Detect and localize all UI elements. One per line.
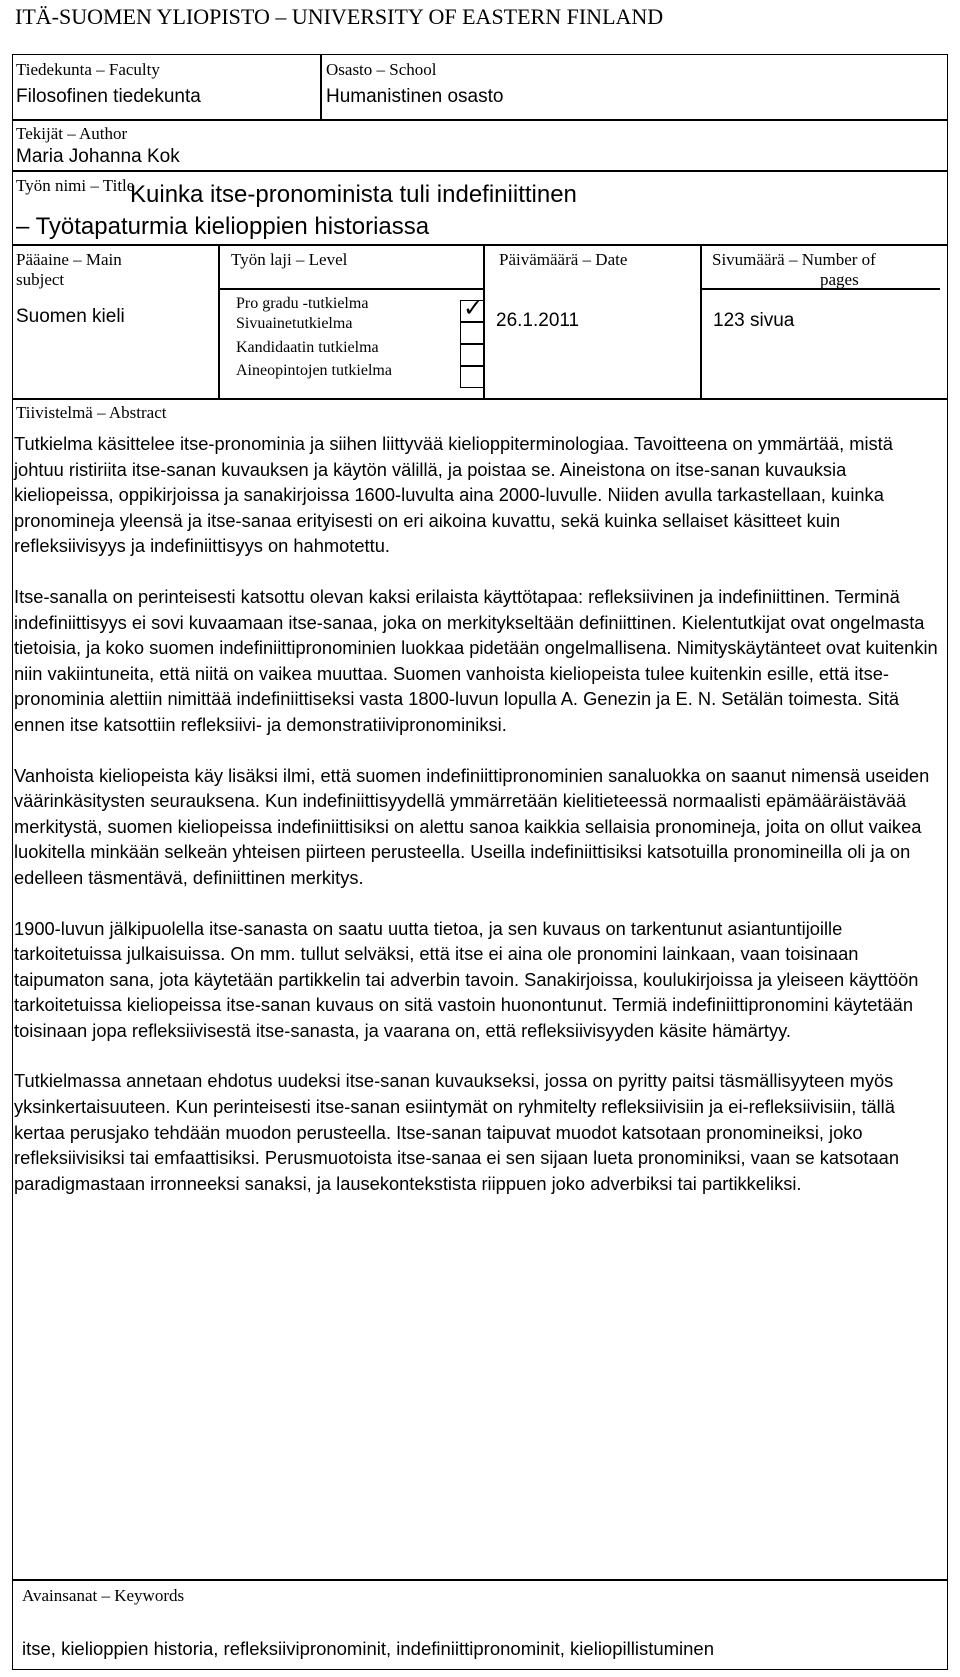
divider-faculty-author <box>12 119 948 121</box>
school-value: Humanistinen osasto <box>326 86 504 107</box>
date-label: Päivämäärä – Date <box>499 250 628 269</box>
level-option-kandidaatin: Kandidaatin tutkielma <box>236 339 379 356</box>
checkbox-kandidaatin[interactable] <box>460 344 484 366</box>
divider-date-pages <box>700 244 702 398</box>
divider-info-labels <box>218 288 483 290</box>
level-label: Työn laji – Level <box>231 250 348 269</box>
divider-subject-level <box>218 244 220 398</box>
date-value: 26.1.2011 <box>496 310 580 331</box>
subject-label-line1: Pääaine – Main <box>16 250 122 269</box>
divider-faculty-school <box>320 54 322 119</box>
author-value: Maria Johanna Kok <box>16 146 180 167</box>
level-option-pro-gradu: Pro gradu -tutkielma <box>236 295 369 312</box>
thesis-title-line1: Kuinka itse-pronominista tuli indefiniittinen <box>130 181 577 208</box>
pages-value: 123 sivua <box>713 310 795 331</box>
abstract-paragraph: Tutkielmassa annetaan ehdotus uudeksi itse-sanan kuvaukseksi, jossa on pyritty paitsi täsmällisyyteen myös yksinkertaisuuteen. Kun perinteisesti itse-sanan esiintymät on ryhmitelty refleksiivisiin ja ei-refleksiivisiin, tällä kertaa perusjako tehdään muodon perusteella. Itse-sanan taipuvat muodot katsotaan pronomineiksi, joko refleksiivisiksi tai emfaattisiksi. Perusmuotoista itse-sanaa ei sen sijaan lueta pronominiksi, vaan se katsotaan paradigmastaan irronneeksi sanaksi, ja lausekontekstista riippuen joko adverbiksi tai partikkeliksi. <box>14 1070 900 1194</box>
divider-info-abstract <box>12 398 948 400</box>
level-option-sivuainetutkielma: Sivuainetutkielma <box>236 315 353 332</box>
faculty-label: Tiedekunta – Faculty <box>16 60 160 79</box>
check-mark-icon: ✓ <box>463 294 484 322</box>
abstract-paragraph: 1900-luvun jälkipuolella itse-sanasta on saatu uutta tietoa, ja sen kuvaus on tarkentunut asiantuntijoille tarkoitetuissa julkaisuissa. On mm. tullut selväksi, että itse ei aina ole pronomini lainkaan, vaan toisinaan taipumaton sana, jota käytetään partikkelin tai adverbin tavoin. Sanakirjoissa, koulukirjoissa ja yleiseen käyttöön tarkoitetuissa kieliopeissa itse-sanan kuvaus on sitä vastoin huonontunut. Termiä indefiniittipronomini käytetään toisinaan jopa refleksiivisestä itse-sanasta, ja vaarana on, että refleksiivisyyden käsite hämärtyy. <box>14 917 919 1041</box>
subject-label-line2: subject <box>16 270 65 289</box>
pages-label-line2: pages <box>820 270 859 289</box>
divider-abstract-keywords <box>12 1579 948 1581</box>
keywords-value: itse, kielioppien historia, refleksiivipronominit, indefiniittipronominit, kieliopillistuminen <box>22 1638 715 1659</box>
author-label: Tekijät – Author <box>16 124 128 143</box>
keywords-label: Avainsanat – Keywords <box>22 1586 185 1605</box>
thesis-title-line2: – Työtapaturmia kielioppien historiassa <box>16 213 430 240</box>
checkbox-pro-gradu[interactable] <box>460 294 484 322</box>
level-options <box>236 294 436 394</box>
faculty-value: Filosofinen tiedekunta <box>16 86 201 107</box>
subject-value: Suomen kieli <box>16 306 125 327</box>
divider-author-title <box>12 170 948 172</box>
abstract-label: Tiivistelmä – Abstract <box>16 403 167 422</box>
pages-label-line1: Sivumäärä – Number of <box>712 250 876 269</box>
checkbox-aineopintojen[interactable] <box>460 366 484 388</box>
level-option-aineopintojen: Aineopintojen tutkielma <box>236 362 392 379</box>
abstract-body <box>14 431 944 1221</box>
university-header: ITÄ-SUOMEN YLIOPISTO – UNIVERSITY OF EASTERN FINLAND <box>15 4 664 29</box>
title-label: Työn nimi – Title <box>16 176 135 195</box>
abstract-paragraph: Vanhoista kieliopeista käy lisäksi ilmi, että suomen indefiniittipronominien sanaluokka on saanut nimensä useiden väärinkäsitysten seurauksena. Kun indefiniittisyydellä ymmärretään kielitieteessä normaalisti epämääräistävää merkitystä, suomen kieliopeissa indefiniittisiksi on alettu sanoa kaikkia sellaisia pronomineja, joita on ollut vaikea luokitella minkään selkeän yhteisen piirteen perusteella. Useilla indefiniittisiksi katsotuilla pronomineilla oli ja on edelleen täsmentävä, definiittinen merkitys. <box>14 764 930 888</box>
checkbox-sivuainetutkielma[interactable] <box>460 322 484 344</box>
abstract-paragraph: Tutkielma käsittelee itse-pronominia ja siihen liittyvää kielioppiterminologiaa. Tavoitteena on ymmärtää, mistä johtuu ristiriita itse-sanan kuvauksen ja käytön välillä, ja poistaa se. Aineistona on itse-sanan kuvauksia kieliopeissa, oppikirjoissa ja sanakirjoissa 1600-luvulta aina 2000-luvulle. Niiden avulla tarkastellaan, kuinka pronomineja yleensä ja itse-sanaa erityisesti on eri aikoina kuvattu, sekä kuinka sellaiset käsitteet kuin refleksiivisyys ja indefiniittisyys on hahmotettu. <box>14 433 893 557</box>
school-label: Osasto – School <box>326 60 437 79</box>
abstract-paragraph: Itse-sanalla on perinteisesti katsottu olevan kaksi erilaista käyttötapaa: refleksiivinen ja indefiniittinen. Terminä indefiniittisyys ei sovi kuvaamaan itse-sanaa, joka on merkitykseltään definiittinen. Kielentutkijat ovat ongelmasta tietoisia, ja koko suomen indefiniittipronominien luokkaa pidetään ongelmallisena. Nimityskäytänteet ovat kuitenkin niin vakiintuneita, että niitä on vaikea muuttaa. Suomen vanhoista kieliopeista tulee kuitenkin esille, että itse-pronominia alettiin nimittää indefiniittiseksi vasta 1800-luvun lopulla A. Genezin ja E. N. Setälän toimesta. Sitä ennen itse katsottiin refleksiivi- ja demonstratiivipronominiksi. <box>14 585 938 735</box>
divider-title-info <box>12 244 948 246</box>
